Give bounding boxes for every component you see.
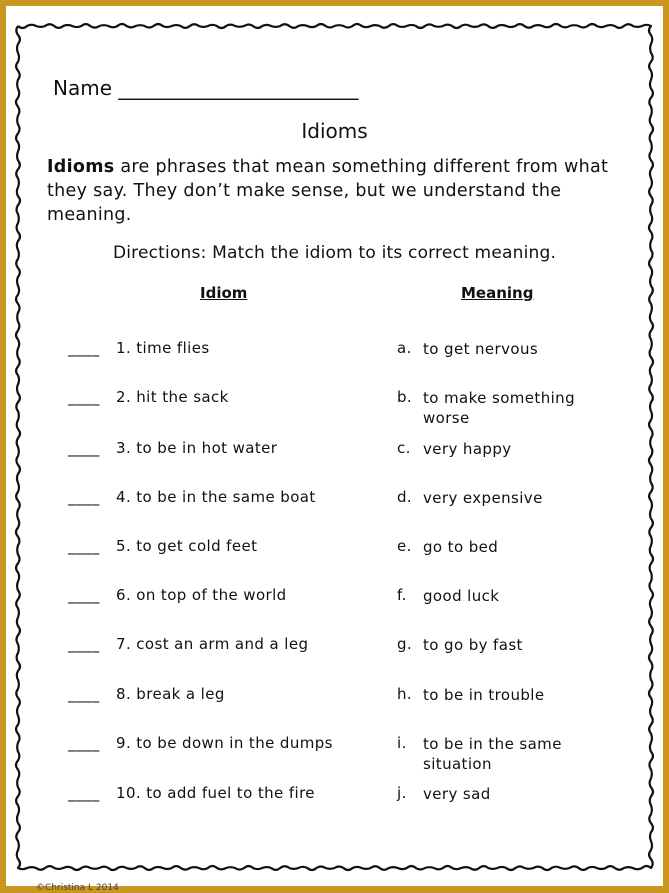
meaning-text: to be in the same situation xyxy=(423,735,562,773)
answer-blank[interactable]: ____ xyxy=(68,339,100,357)
name-field-label: Name ________________________ xyxy=(53,76,359,100)
meaning-text: to make something worse xyxy=(423,389,575,427)
meaning-letter: e. xyxy=(397,537,412,555)
answer-blank[interactable]: ____ xyxy=(68,685,100,703)
list-item xyxy=(6,339,663,379)
list-item xyxy=(6,439,663,479)
meaning-text: to go by fast xyxy=(423,636,523,654)
meaning-letter: b. xyxy=(397,388,413,406)
intro-text: are phrases that mean something different from what they say. They don’t make sense, but we understand the meaning. xyxy=(47,157,609,225)
idiom-column-header: Idiom xyxy=(200,284,248,302)
meaning-text: go to bed xyxy=(423,538,499,556)
answer-blank[interactable]: ____ xyxy=(68,388,100,406)
meaning-letter: g. xyxy=(397,635,413,653)
meaning-letter: a. xyxy=(397,339,412,357)
meaning-letter: j. xyxy=(397,784,407,802)
list-item xyxy=(6,734,663,774)
copyright-text: ©Christina L 2014 xyxy=(36,883,119,893)
idiom-text: 6. on top of the world xyxy=(116,586,287,604)
directions-text: Directions: Match the idiom to its correct meaning. xyxy=(112,243,557,263)
meaning-text: very sad xyxy=(423,785,491,803)
idiom-text: 5. to get cold feet xyxy=(116,537,258,555)
meaning-text: to be in trouble xyxy=(423,686,545,704)
idiom-text: 3. to be in hot water xyxy=(116,439,278,457)
meaning-letter: c. xyxy=(397,439,411,457)
list-item xyxy=(6,685,663,725)
list-item xyxy=(6,388,663,428)
meaning-text: to get nervous xyxy=(423,340,539,358)
answer-blank[interactable]: ____ xyxy=(68,784,100,802)
list-item xyxy=(6,537,663,577)
idiom-text: 2. hit the sack xyxy=(116,388,229,406)
idiom-text: 9. to be down in the dumps xyxy=(116,734,333,752)
idiom-text: 10. to add fuel to the fire xyxy=(116,784,315,802)
meaning-letter: h. xyxy=(397,685,413,703)
answer-blank[interactable]: ____ xyxy=(68,488,100,506)
idiom-text: 8. break a leg xyxy=(116,685,225,703)
meaning-text: very happy xyxy=(423,440,512,458)
meaning-text: very expensive xyxy=(423,489,543,507)
idiom-text: 4. to be in the same boat xyxy=(116,488,316,506)
answer-blank[interactable]: ____ xyxy=(68,586,100,604)
idiom-text: 1. time flies xyxy=(116,339,210,357)
intro-bold-term: Idioms xyxy=(47,157,115,177)
worksheet-page xyxy=(6,6,663,893)
meaning-letter: d. xyxy=(397,488,413,506)
intro-paragraph xyxy=(47,155,627,227)
page-title: Idioms xyxy=(301,119,368,143)
answer-blank[interactable]: ____ xyxy=(68,537,100,555)
idiom-text: 7. cost an arm and a leg xyxy=(116,635,309,653)
list-item xyxy=(6,784,663,824)
meaning-text: good luck xyxy=(423,587,500,605)
list-item xyxy=(6,488,663,528)
list-item xyxy=(6,586,663,626)
answer-blank[interactable]: ____ xyxy=(68,439,100,457)
list-item xyxy=(6,635,663,675)
meaning-column-header: Meaning xyxy=(461,284,534,302)
answer-blank[interactable]: ____ xyxy=(68,635,100,653)
answer-blank[interactable]: ____ xyxy=(68,734,100,752)
meaning-letter: f. xyxy=(397,586,407,604)
meaning-letter: i. xyxy=(397,734,407,752)
